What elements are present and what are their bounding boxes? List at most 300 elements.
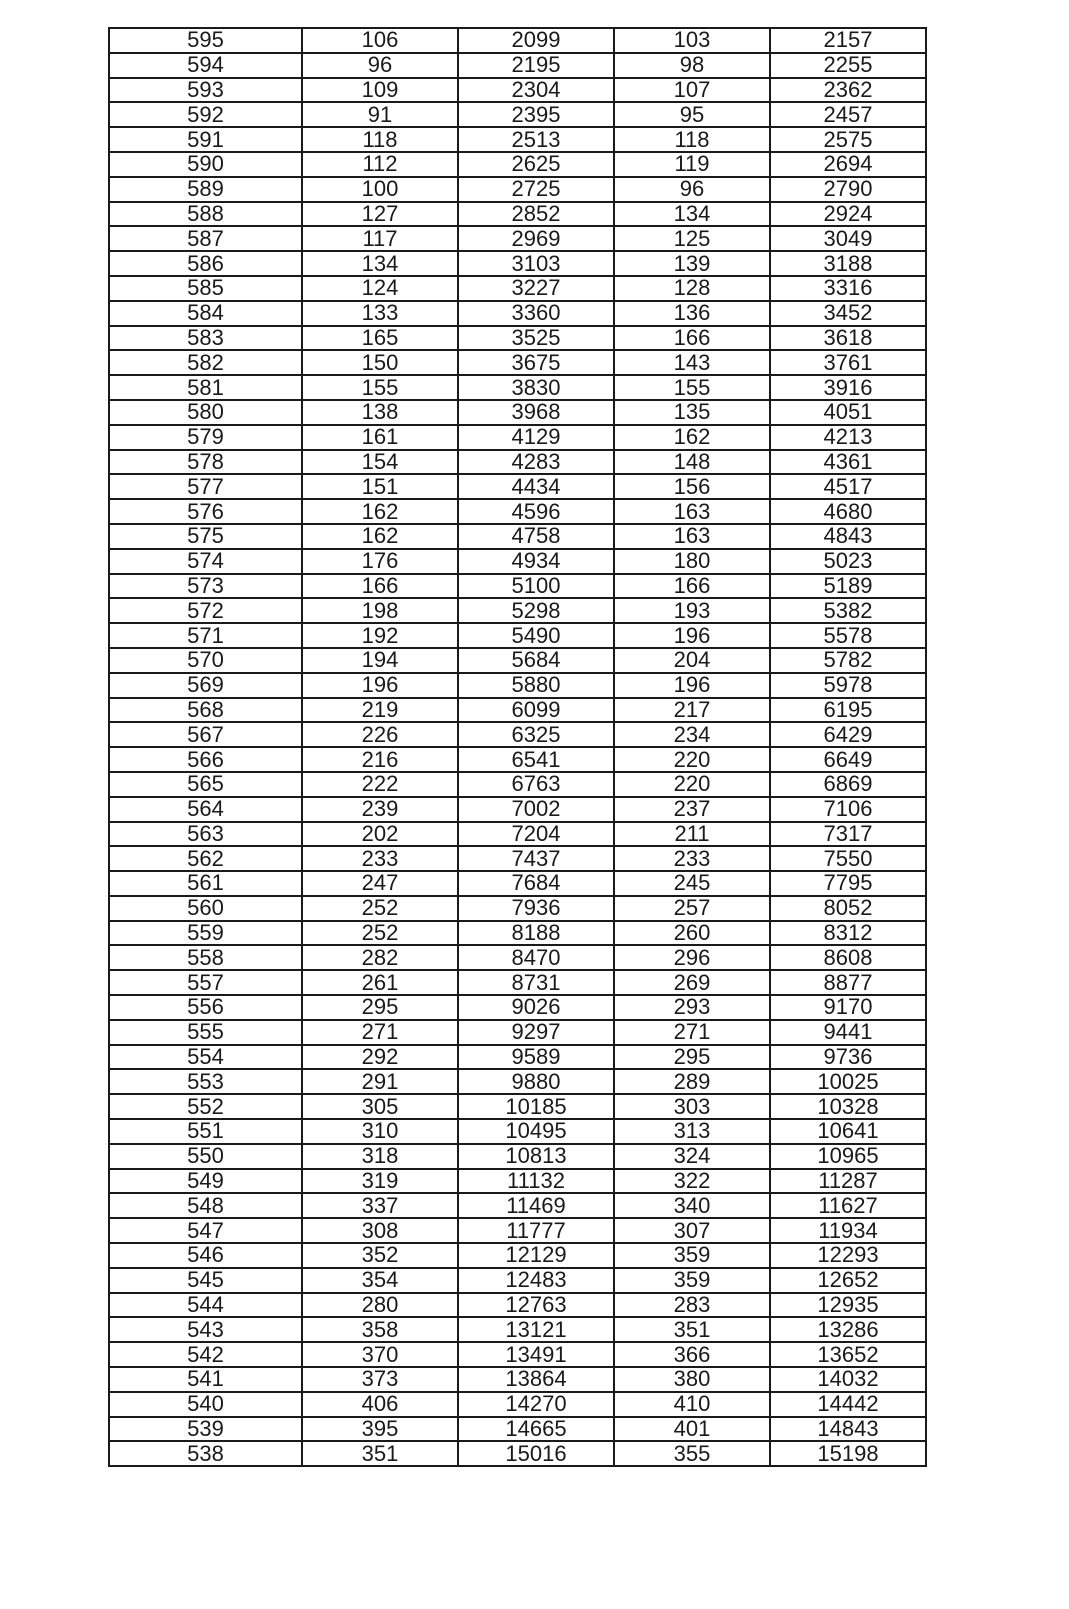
cumulative-cell-b: 12652 xyxy=(770,1268,926,1293)
count-cell-b: 135 xyxy=(614,400,770,425)
count-cell-b: 307 xyxy=(614,1218,770,1243)
count-cell-b: 107 xyxy=(614,78,770,103)
count-cell-b: 380 xyxy=(614,1367,770,1392)
count-cell-b: 293 xyxy=(614,995,770,1020)
score-cell: 558 xyxy=(109,945,302,970)
table-row xyxy=(109,251,926,276)
table-row xyxy=(109,474,926,499)
count-cell-b: 340 xyxy=(614,1193,770,1218)
cumulative-cell-b: 8608 xyxy=(770,945,926,970)
cumulative-cell-b: 13286 xyxy=(770,1317,926,1342)
table-row xyxy=(109,549,926,574)
count-cell-b: 162 xyxy=(614,425,770,450)
table-row xyxy=(109,1317,926,1342)
count-cell: 176 xyxy=(302,549,458,574)
score-cell: 566 xyxy=(109,747,302,772)
score-cell: 542 xyxy=(109,1342,302,1367)
cumulative-cell: 5298 xyxy=(458,598,614,623)
cumulative-cell-b: 3316 xyxy=(770,276,926,301)
count-cell: 226 xyxy=(302,722,458,747)
score-cell: 589 xyxy=(109,177,302,202)
cumulative-cell: 4129 xyxy=(458,425,614,450)
count-cell-b: 401 xyxy=(614,1417,770,1442)
cumulative-cell: 3360 xyxy=(458,301,614,326)
score-cell: 570 xyxy=(109,648,302,673)
score-cell: 560 xyxy=(109,896,302,921)
count-cell-b: 410 xyxy=(614,1392,770,1417)
cumulative-cell: 7437 xyxy=(458,846,614,871)
cumulative-cell: 4934 xyxy=(458,549,614,574)
cumulative-cell-b: 4361 xyxy=(770,450,926,475)
cumulative-cell: 7204 xyxy=(458,822,614,847)
table-row xyxy=(109,1392,926,1417)
count-cell-b: 245 xyxy=(614,871,770,896)
score-cell: 582 xyxy=(109,350,302,375)
cumulative-cell: 7684 xyxy=(458,871,614,896)
cumulative-cell: 3968 xyxy=(458,400,614,425)
table-row xyxy=(109,1169,926,1194)
count-cell-b: 234 xyxy=(614,722,770,747)
table-row xyxy=(109,350,926,375)
count-cell-b: 119 xyxy=(614,152,770,177)
cumulative-cell: 2625 xyxy=(458,152,614,177)
count-cell-b: 220 xyxy=(614,772,770,797)
cumulative-cell-b: 8052 xyxy=(770,896,926,921)
count-cell: 161 xyxy=(302,425,458,450)
cumulative-cell-b: 7317 xyxy=(770,822,926,847)
cumulative-cell-b: 10025 xyxy=(770,1069,926,1094)
table-row xyxy=(109,822,926,847)
cumulative-cell: 11777 xyxy=(458,1218,614,1243)
cumulative-cell-b: 6869 xyxy=(770,772,926,797)
cumulative-cell: 13491 xyxy=(458,1342,614,1367)
count-cell: 310 xyxy=(302,1119,458,1144)
cumulative-cell-b: 9441 xyxy=(770,1020,926,1045)
cumulative-cell-b: 4680 xyxy=(770,499,926,524)
cumulative-cell-b: 8312 xyxy=(770,921,926,946)
table-row xyxy=(109,1441,926,1466)
cumulative-cell-b: 4213 xyxy=(770,425,926,450)
count-cell-b: 220 xyxy=(614,747,770,772)
cumulative-cell: 12483 xyxy=(458,1268,614,1293)
cumulative-cell: 3525 xyxy=(458,326,614,351)
cumulative-cell: 3675 xyxy=(458,350,614,375)
count-cell: 406 xyxy=(302,1392,458,1417)
score-cell: 579 xyxy=(109,425,302,450)
score-cell: 576 xyxy=(109,499,302,524)
cumulative-cell: 5880 xyxy=(458,673,614,698)
cumulative-cell-b: 8877 xyxy=(770,970,926,995)
cumulative-cell-b: 5382 xyxy=(770,598,926,623)
table-row xyxy=(109,623,926,648)
count-cell-b: 283 xyxy=(614,1293,770,1318)
cumulative-cell-b: 3761 xyxy=(770,350,926,375)
count-cell-b: 313 xyxy=(614,1119,770,1144)
cumulative-cell: 4283 xyxy=(458,450,614,475)
count-cell: 370 xyxy=(302,1342,458,1367)
score-cell: 577 xyxy=(109,474,302,499)
cumulative-cell: 2725 xyxy=(458,177,614,202)
table-row xyxy=(109,152,926,177)
cumulative-cell-b: 7550 xyxy=(770,846,926,871)
cumulative-cell-b: 2457 xyxy=(770,102,926,127)
score-cell: 573 xyxy=(109,574,302,599)
count-cell-b: 303 xyxy=(614,1094,770,1119)
cumulative-cell: 11469 xyxy=(458,1193,614,1218)
cumulative-cell-b: 3188 xyxy=(770,251,926,276)
cumulative-cell: 4434 xyxy=(458,474,614,499)
count-cell-b: 355 xyxy=(614,1441,770,1466)
count-cell-b: 196 xyxy=(614,673,770,698)
table-row xyxy=(109,326,926,351)
cumulative-cell-b: 2790 xyxy=(770,177,926,202)
cumulative-cell-b: 7795 xyxy=(770,871,926,896)
table-row xyxy=(109,698,926,723)
count-cell-b: 233 xyxy=(614,846,770,871)
count-cell: 133 xyxy=(302,301,458,326)
table-row xyxy=(109,1193,926,1218)
count-cell: 308 xyxy=(302,1218,458,1243)
count-cell: 295 xyxy=(302,995,458,1020)
cumulative-cell-b: 3452 xyxy=(770,301,926,326)
count-cell-b: 136 xyxy=(614,301,770,326)
cumulative-cell-b: 4517 xyxy=(770,474,926,499)
score-cell: 546 xyxy=(109,1243,302,1268)
count-cell: 247 xyxy=(302,871,458,896)
cumulative-cell: 10813 xyxy=(458,1144,614,1169)
cumulative-cell: 2852 xyxy=(458,202,614,227)
cumulative-cell-b: 11934 xyxy=(770,1218,926,1243)
count-cell: 305 xyxy=(302,1094,458,1119)
count-cell: 154 xyxy=(302,450,458,475)
cumulative-cell-b: 2255 xyxy=(770,53,926,78)
table-row xyxy=(109,1069,926,1094)
score-cell: 563 xyxy=(109,822,302,847)
score-table xyxy=(108,27,927,1467)
count-cell: 112 xyxy=(302,152,458,177)
count-cell: 194 xyxy=(302,648,458,673)
table-row xyxy=(109,871,926,896)
count-cell: 165 xyxy=(302,326,458,351)
count-cell-b: 166 xyxy=(614,326,770,351)
count-cell: 271 xyxy=(302,1020,458,1045)
score-cell: 591 xyxy=(109,127,302,152)
count-cell: 352 xyxy=(302,1243,458,1268)
cumulative-cell: 9880 xyxy=(458,1069,614,1094)
score-cell: 578 xyxy=(109,450,302,475)
count-cell: 358 xyxy=(302,1317,458,1342)
score-cell: 581 xyxy=(109,375,302,400)
count-cell: 351 xyxy=(302,1441,458,1466)
table-row xyxy=(109,648,926,673)
cumulative-cell-b: 6429 xyxy=(770,722,926,747)
count-cell: 198 xyxy=(302,598,458,623)
score-cell: 554 xyxy=(109,1045,302,1070)
count-cell: 127 xyxy=(302,202,458,227)
count-cell-b: 359 xyxy=(614,1243,770,1268)
cumulative-cell: 10185 xyxy=(458,1094,614,1119)
table-row xyxy=(109,499,926,524)
score-cell: 538 xyxy=(109,1441,302,1466)
table-row xyxy=(109,375,926,400)
score-cell: 575 xyxy=(109,524,302,549)
score-cell: 567 xyxy=(109,722,302,747)
cumulative-cell: 14270 xyxy=(458,1392,614,1417)
count-cell: 151 xyxy=(302,474,458,499)
cumulative-cell-b: 10641 xyxy=(770,1119,926,1144)
count-cell: 216 xyxy=(302,747,458,772)
score-cell: 547 xyxy=(109,1218,302,1243)
table-row xyxy=(109,1268,926,1293)
count-cell-b: 163 xyxy=(614,499,770,524)
cumulative-cell: 15016 xyxy=(458,1441,614,1466)
count-cell-b: 125 xyxy=(614,226,770,251)
score-cell: 559 xyxy=(109,921,302,946)
count-cell: 155 xyxy=(302,375,458,400)
cumulative-cell: 11132 xyxy=(458,1169,614,1194)
table-row xyxy=(109,1144,926,1169)
count-cell-b: 155 xyxy=(614,375,770,400)
cumulative-cell-b: 14442 xyxy=(770,1392,926,1417)
count-cell-b: 148 xyxy=(614,450,770,475)
count-cell: 252 xyxy=(302,896,458,921)
cumulative-cell-b: 6649 xyxy=(770,747,926,772)
table-row xyxy=(109,747,926,772)
cumulative-cell: 14665 xyxy=(458,1417,614,1442)
count-cell: 319 xyxy=(302,1169,458,1194)
count-cell: 138 xyxy=(302,400,458,425)
count-cell: 100 xyxy=(302,177,458,202)
count-cell-b: 366 xyxy=(614,1342,770,1367)
cumulative-cell: 8470 xyxy=(458,945,614,970)
score-cell: 592 xyxy=(109,102,302,127)
count-cell-b: 289 xyxy=(614,1069,770,1094)
table-row xyxy=(109,995,926,1020)
count-cell: 109 xyxy=(302,78,458,103)
count-cell-b: 269 xyxy=(614,970,770,995)
cumulative-cell-b: 3916 xyxy=(770,375,926,400)
count-cell: 124 xyxy=(302,276,458,301)
count-cell: 292 xyxy=(302,1045,458,1070)
table-row xyxy=(109,846,926,871)
table-row xyxy=(109,772,926,797)
count-cell-b: 196 xyxy=(614,623,770,648)
table-row xyxy=(109,28,926,53)
cumulative-cell-b: 2362 xyxy=(770,78,926,103)
cumulative-cell: 8188 xyxy=(458,921,614,946)
table-row xyxy=(109,1218,926,1243)
table-row xyxy=(109,1020,926,1045)
count-cell-b: 103 xyxy=(614,28,770,53)
count-cell: 162 xyxy=(302,524,458,549)
table-row xyxy=(109,226,926,251)
table-row xyxy=(109,1293,926,1318)
cumulative-cell-b: 9170 xyxy=(770,995,926,1020)
table-row xyxy=(109,1367,926,1392)
score-cell: 557 xyxy=(109,970,302,995)
cumulative-cell-b: 13652 xyxy=(770,1342,926,1367)
table-row xyxy=(109,1094,926,1119)
cumulative-cell-b: 14843 xyxy=(770,1417,926,1442)
count-cell: 96 xyxy=(302,53,458,78)
score-cell: 553 xyxy=(109,1069,302,1094)
score-cell: 590 xyxy=(109,152,302,177)
count-cell-b: 260 xyxy=(614,921,770,946)
cumulative-cell: 7002 xyxy=(458,797,614,822)
count-cell-b: 166 xyxy=(614,574,770,599)
cumulative-cell-b: 5782 xyxy=(770,648,926,673)
score-cell: 552 xyxy=(109,1094,302,1119)
table-row xyxy=(109,450,926,475)
cumulative-cell-b: 4843 xyxy=(770,524,926,549)
cumulative-cell-b: 4051 xyxy=(770,400,926,425)
count-cell: 166 xyxy=(302,574,458,599)
count-cell-b: 134 xyxy=(614,202,770,227)
cumulative-cell: 6763 xyxy=(458,772,614,797)
cumulative-cell-b: 3618 xyxy=(770,326,926,351)
count-cell-b: 163 xyxy=(614,524,770,549)
score-cell: 541 xyxy=(109,1367,302,1392)
cumulative-cell: 10495 xyxy=(458,1119,614,1144)
cumulative-cell-b: 2575 xyxy=(770,127,926,152)
cumulative-cell: 2969 xyxy=(458,226,614,251)
count-cell: 261 xyxy=(302,970,458,995)
cumulative-cell: 4758 xyxy=(458,524,614,549)
score-cell: 588 xyxy=(109,202,302,227)
table-row xyxy=(109,301,926,326)
table-row xyxy=(109,177,926,202)
score-cell: 551 xyxy=(109,1119,302,1144)
table-row xyxy=(109,53,926,78)
cumulative-cell-b: 2694 xyxy=(770,152,926,177)
table-row xyxy=(109,673,926,698)
table-row xyxy=(109,102,926,127)
count-cell: 202 xyxy=(302,822,458,847)
table-row xyxy=(109,797,926,822)
count-cell: 162 xyxy=(302,499,458,524)
cumulative-cell: 12763 xyxy=(458,1293,614,1318)
cumulative-cell: 3227 xyxy=(458,276,614,301)
count-cell: 219 xyxy=(302,698,458,723)
cumulative-cell-b: 14032 xyxy=(770,1367,926,1392)
cumulative-cell-b: 5189 xyxy=(770,574,926,599)
table-row xyxy=(109,127,926,152)
cumulative-cell: 5684 xyxy=(458,648,614,673)
score-cell: 580 xyxy=(109,400,302,425)
cumulative-cell: 9026 xyxy=(458,995,614,1020)
count-cell: 233 xyxy=(302,846,458,871)
table-row xyxy=(109,921,926,946)
count-cell-b: 98 xyxy=(614,53,770,78)
score-cell: 587 xyxy=(109,226,302,251)
cumulative-cell: 2304 xyxy=(458,78,614,103)
score-cell: 574 xyxy=(109,549,302,574)
count-cell-b: 204 xyxy=(614,648,770,673)
count-cell: 106 xyxy=(302,28,458,53)
cumulative-cell: 6541 xyxy=(458,747,614,772)
score-cell: 584 xyxy=(109,301,302,326)
count-cell: 282 xyxy=(302,945,458,970)
score-cell: 569 xyxy=(109,673,302,698)
count-cell-b: 211 xyxy=(614,822,770,847)
cumulative-cell: 13121 xyxy=(458,1317,614,1342)
score-cell: 556 xyxy=(109,995,302,1020)
count-cell: 118 xyxy=(302,127,458,152)
table-row xyxy=(109,945,926,970)
table-row xyxy=(109,1045,926,1070)
count-cell-b: 139 xyxy=(614,251,770,276)
score-cell: 539 xyxy=(109,1417,302,1442)
cumulative-cell-b: 5023 xyxy=(770,549,926,574)
table-row xyxy=(109,722,926,747)
count-cell-b: 95 xyxy=(614,102,770,127)
table-row xyxy=(109,574,926,599)
score-cell: 561 xyxy=(109,871,302,896)
cumulative-cell-b: 10965 xyxy=(770,1144,926,1169)
count-cell-b: 351 xyxy=(614,1317,770,1342)
cumulative-cell-b: 12935 xyxy=(770,1293,926,1318)
cumulative-cell: 3103 xyxy=(458,251,614,276)
cumulative-cell-b: 7106 xyxy=(770,797,926,822)
score-cell: 544 xyxy=(109,1293,302,1318)
score-cell: 571 xyxy=(109,623,302,648)
cumulative-cell-b: 11627 xyxy=(770,1193,926,1218)
score-cell: 555 xyxy=(109,1020,302,1045)
table-row xyxy=(109,202,926,227)
score-cell: 543 xyxy=(109,1317,302,1342)
cumulative-cell: 2099 xyxy=(458,28,614,53)
count-cell: 318 xyxy=(302,1144,458,1169)
score-cell: 545 xyxy=(109,1268,302,1293)
cumulative-cell: 3830 xyxy=(458,375,614,400)
cumulative-cell: 4596 xyxy=(458,499,614,524)
count-cell: 196 xyxy=(302,673,458,698)
score-cell: 540 xyxy=(109,1392,302,1417)
cumulative-cell-b: 11287 xyxy=(770,1169,926,1194)
table-row xyxy=(109,970,926,995)
table-row xyxy=(109,1243,926,1268)
count-cell-b: 359 xyxy=(614,1268,770,1293)
score-cell: 586 xyxy=(109,251,302,276)
table-row xyxy=(109,524,926,549)
count-cell-b: 324 xyxy=(614,1144,770,1169)
cumulative-cell-b: 10328 xyxy=(770,1094,926,1119)
cumulative-cell: 5490 xyxy=(458,623,614,648)
score-cell: 583 xyxy=(109,326,302,351)
count-cell-b: 143 xyxy=(614,350,770,375)
cumulative-cell-b: 6195 xyxy=(770,698,926,723)
score-cell: 572 xyxy=(109,598,302,623)
count-cell: 252 xyxy=(302,921,458,946)
count-cell: 222 xyxy=(302,772,458,797)
cumulative-cell-b: 3049 xyxy=(770,226,926,251)
score-cell: 564 xyxy=(109,797,302,822)
table-row xyxy=(109,896,926,921)
count-cell-b: 295 xyxy=(614,1045,770,1070)
score-cell: 568 xyxy=(109,698,302,723)
count-cell: 150 xyxy=(302,350,458,375)
score-cell: 548 xyxy=(109,1193,302,1218)
score-cell: 565 xyxy=(109,772,302,797)
count-cell-b: 217 xyxy=(614,698,770,723)
cumulative-cell-b: 15198 xyxy=(770,1441,926,1466)
score-cell: 595 xyxy=(109,28,302,53)
count-cell-b: 257 xyxy=(614,896,770,921)
count-cell-b: 96 xyxy=(614,177,770,202)
table-row xyxy=(109,425,926,450)
cumulative-cell-b: 2157 xyxy=(770,28,926,53)
cumulative-cell-b: 5978 xyxy=(770,673,926,698)
